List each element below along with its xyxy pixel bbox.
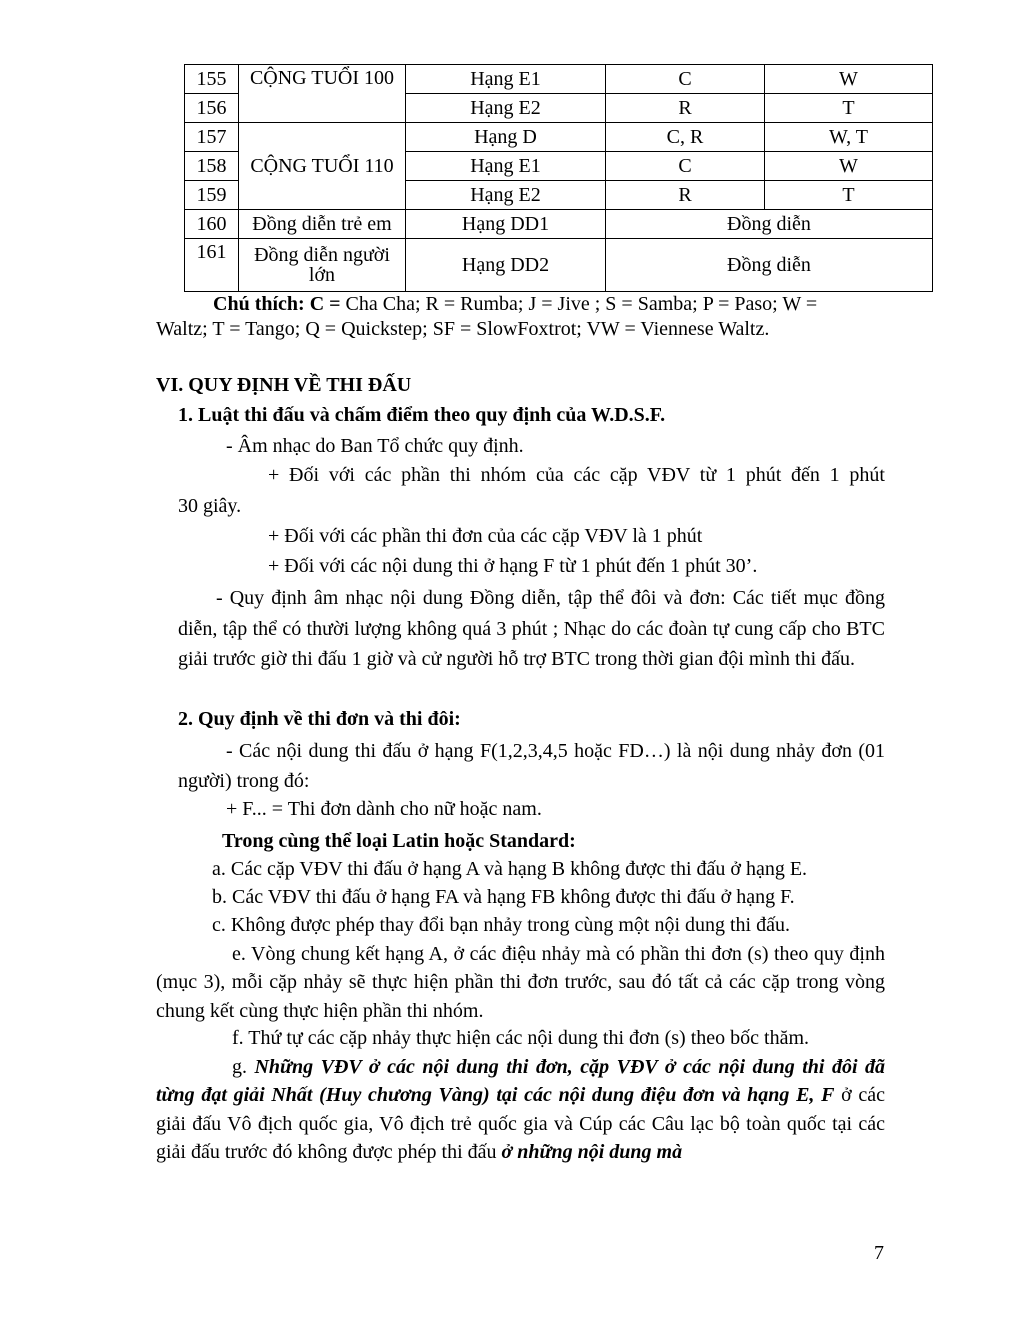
paragraph: - Quy định âm nhạc nội dung Đồng diễn, tập thể đôi và đơn: Các tiết mục đồng diễn, tập thể có thười lượng không quá 3 phút ; Nhạc do các đoàn tự cung cấp cho BTC giải trước giờ thi đấu 1 giờ và cử người hỗ trợ BTC trong thời gian đội mình thi đấu. (178, 587, 885, 670)
subsection-heading: Trong cùng thể loại Latin hoặc Standard: (222, 830, 576, 852)
paragraph: + Đối với các phần thi nhóm của các cặp VĐV từ 1 phút đến 1 phút (268, 464, 885, 486)
row-number: 161 (185, 239, 239, 292)
page-number: 7 (874, 1242, 884, 1264)
note-text: Cha Cha; R = Rumba; J = Jive ; S = Samba; P = Paso; W = (345, 293, 818, 315)
body-text: ở các giải đấu Vô địch quốc gia, Vô địch trẻ quốc gia và Cúp các Câu lạc bộ toàn quốc tại các giải đấu trước đó không được phép thi đấu (156, 1084, 885, 1163)
section-heading: VI. QUY ĐỊNH VỀ THI ĐẤU (156, 374, 412, 396)
paragraph: + Đối với các phần thi đơn của các cặp VĐV là 1 phút (268, 525, 703, 547)
level-cell: Hạng DD2 (406, 239, 606, 292)
latin-cell: R (606, 94, 765, 123)
merged-dance-cell: Đồng diễn (606, 210, 933, 239)
category-cell: CỘNG TUỔI 100 (239, 65, 406, 123)
table-row (185, 210, 933, 239)
events-table (184, 64, 933, 292)
row-number: 155 (185, 65, 239, 94)
category-line: lớn (308, 264, 336, 286)
emphasis-text: Những VĐV ở các nội dung thi đơn, cặp VĐV ở các nội dung thi đôi đã từng đạt giải Nhất (Huy chương Vàng) tại các nội dung điệu đơn và hạng E, F (156, 1056, 886, 1107)
subsection-heading: 2. Quy định về thi đơn và thi đôi: (178, 708, 461, 730)
note-line-2: Waltz; T = Tango; Q = Quickstep; SF = SlowFoxtrot; VW = Viennese Waltz. (156, 318, 770, 340)
level-cell: Hạng E2 (406, 181, 606, 210)
row-number: 156 (185, 94, 239, 123)
category-cell: CỘNG TUỔI 110 (239, 123, 406, 210)
paragraph: + F... = Thi đơn dành cho nữ hoặc nam. (226, 798, 542, 820)
standard-cell: W (765, 65, 933, 94)
row-number: 158 (185, 152, 239, 181)
category-cell: Đồng diễn trẻ em (239, 210, 406, 239)
note-label: Chú thích: C = (213, 293, 346, 315)
table-row (185, 123, 933, 152)
merged-dance-cell: Đồng diễn (606, 239, 933, 292)
list-item: c. Không được phép thay đổi bạn nhảy trong cùng một nội dung thi đấu. (212, 914, 790, 936)
level-cell: Hạng E2 (406, 94, 606, 123)
row-number: 157 (185, 123, 239, 152)
standard-cell: T (765, 94, 933, 123)
table-row (185, 65, 933, 94)
list-item: e. Vòng chung kết hạng A, ở các điệu nhảy mà có phần thi đơn (s) theo quy định (mục 3), mỗi cặp nhảy sẽ thực hiện phần thi đơn trước, sau đó tất cả các cặp trong vòng chung kết cùng thực hiện phần thi nhóm. (156, 943, 885, 1022)
table-row (185, 239, 933, 292)
standard-cell: W (765, 152, 933, 181)
list-item (156, 1053, 885, 1166)
category-line: Đồng diễn người (254, 244, 390, 266)
item-prefix: g. (232, 1056, 255, 1078)
level-cell: Hạng D (406, 123, 606, 152)
standard-cell: W, T (765, 123, 933, 152)
paragraph: + Đối với các nội dung thi ở hạng F từ 1 phút đến 1 phút 30’. (268, 555, 758, 577)
level-cell: Hạng E1 (406, 152, 606, 181)
subsection-heading: 1. Luật thi đấu và chấm điểm theo quy định của W.D.S.F. (178, 404, 666, 426)
note-line-1 (213, 291, 817, 317)
level-cell: Hạng E1 (406, 65, 606, 94)
paragraph: 30 giây. (178, 495, 242, 517)
level-cell: Hạng DD1 (406, 210, 606, 239)
standard-cell: T (765, 181, 933, 210)
paragraph: - Các nội dung thi đấu ở hạng F(1,2,3,4,5 hoặc FD…) là nội dung nhảy đơn (01 người) trong đó: (178, 740, 885, 792)
row-number: 159 (185, 181, 239, 210)
latin-cell: R (606, 181, 765, 210)
list-item: f. Thứ tự các cặp nhảy thực hiện các nội dung thi đơn (s) theo bốc thăm. (232, 1027, 810, 1049)
latin-cell: C (606, 152, 765, 181)
list-item: b. Các VĐV thi đấu ở hạng FA và hạng FB không được thi đấu ở hạng F. (212, 886, 795, 908)
list-item: a. Các cặp VĐV thi đấu ở hạng A và hạng B không được thi đấu ở hạng E. (212, 858, 808, 880)
row-number: 160 (185, 210, 239, 239)
latin-cell: C (606, 65, 765, 94)
latin-cell: C, R (606, 123, 765, 152)
paragraph: - Âm nhạc do Ban Tổ chức quy định. (226, 435, 524, 457)
emphasis-text: ở những nội dung mà (501, 1140, 683, 1163)
category-cell (239, 239, 406, 292)
